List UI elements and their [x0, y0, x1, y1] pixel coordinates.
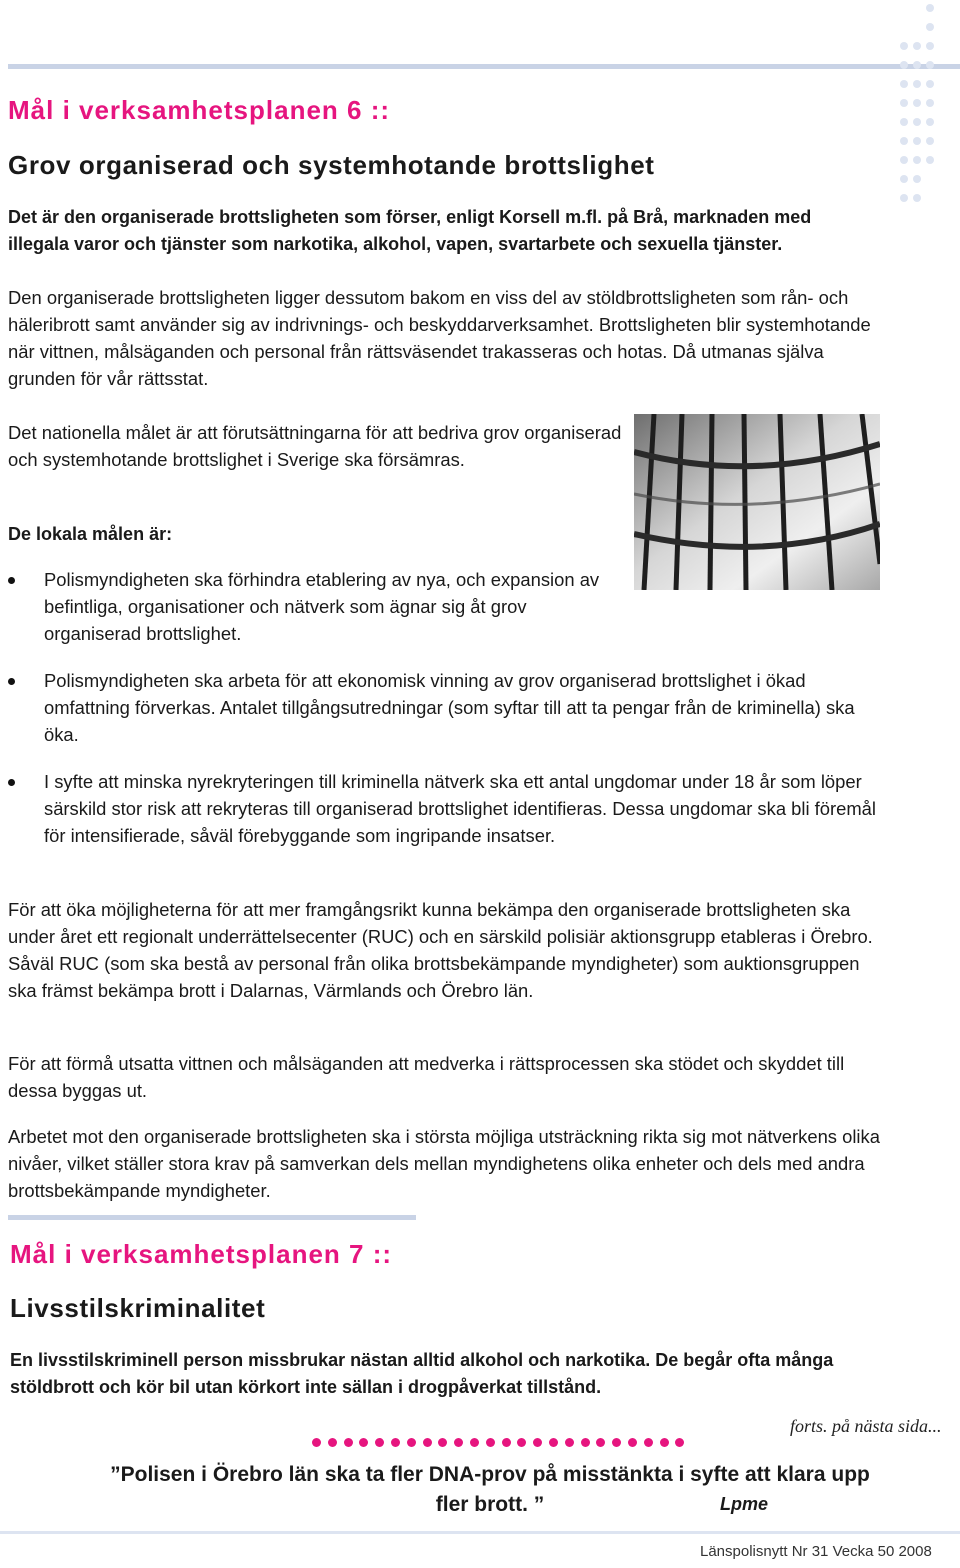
dot-icon	[900, 61, 908, 69]
paragraph-5: Arbetet mot den organiserade brottsligheten ska i största möjliga utsträckning rikta sig mot nätverkens olika nivåer, vilket ställer stora krav på samverkan dels mellan myndighetens olika enheter och dels med andra brottsbekämpande myndigheter.	[8, 1126, 880, 1201]
section-divider	[8, 1215, 416, 1220]
paragraph-2: Det nationella målet är att förutsättningarna för att bedriva grov organiserad och systemhotande brottslighet i Sverige ska försämras.	[8, 422, 622, 470]
bullet-icon	[8, 577, 15, 584]
pink-dot-icon	[644, 1438, 653, 1447]
dot-icon	[913, 137, 921, 145]
pink-dot-icon	[470, 1438, 479, 1447]
dot-icon	[913, 175, 921, 183]
paragraph-4: För att förmå utsatta vittnen och målsäganden att medverka i rättsprocessen ska stödet och skyddet till dessa byggas ut.	[8, 1053, 845, 1101]
pink-dot-icon	[502, 1438, 511, 1447]
local-goals-list	[8, 566, 898, 849]
dot-icon	[926, 42, 934, 50]
footer-issue-info: Länspolisnytt Nr 31 Vecka 50 2008	[700, 1543, 932, 1560]
dot-icon	[926, 137, 934, 145]
bottom-rule	[0, 1531, 960, 1534]
intro-bold-7: En livsstilskriminell person missbrukar nästan alltid alkohol och narkotika. De begår ofta många stöldbrott och kör bil utan körkort inte sällan i drogpåverkat tillstånd.	[10, 1350, 834, 1397]
dot-icon	[900, 42, 908, 50]
decorative-dot-grid	[900, 4, 940, 214]
pull-quote: ”Polisen i Örebro län ska ta fler DNA-prov på misstänkta i syfte att klara upp fler brott. ”	[110, 1463, 870, 1516]
pink-dot-icon	[486, 1438, 495, 1447]
dot-icon	[900, 194, 908, 202]
pink-dot-icon	[517, 1438, 526, 1447]
intro-bold-6: Det är den organiserade brottsligheten som förser, enligt Korsell m.fl. på Brå, marknaden med illegala varor och tjänster som narkotika, alkohol, vapen, svartarbete och sexuella tjänster.	[8, 207, 812, 254]
fence-illustration	[634, 414, 880, 590]
pink-dot-icon	[454, 1438, 463, 1447]
dot-icon	[913, 194, 921, 202]
paragraph-1: Den organiserade brottsligheten ligger dessutom bakom en viss del av stöldbrottsligheten som rån- och häleribrott samt använder sig av indrivnings- och beskyddarverksamhet. Brottsligheten blir systemhotande när vittnen, målsäganden och personal från rättsväsendet trakasseras och hotas. Då utmanas själva grunden för vår rättsstat.	[8, 287, 871, 389]
pink-dot-icon	[628, 1438, 637, 1447]
dot-icon	[926, 4, 934, 12]
list-item-text: Polismyndigheten ska arbeta för att ekonomisk vinning av grov organiserad brottslighet i ökad omfattning förverkas. Antalet tillgångsutredningar (som syftar till att ta pengar från de kriminella) ska öka.	[44, 670, 855, 745]
pink-dot-icon	[344, 1438, 353, 1447]
pink-dot-icon	[660, 1438, 669, 1447]
bullet-icon	[8, 779, 15, 786]
dot-icon	[900, 99, 908, 107]
pink-dot-icon	[391, 1438, 400, 1447]
pink-dot-icon	[423, 1438, 432, 1447]
pink-dot-icon	[533, 1438, 542, 1447]
list-item	[8, 566, 604, 647]
pink-dot-icon	[328, 1438, 337, 1447]
top-rule	[8, 64, 960, 69]
dot-icon	[900, 137, 908, 145]
pink-dot-icon	[359, 1438, 368, 1447]
dot-icon	[926, 99, 934, 107]
local-goals-heading: De lokala målen är:	[8, 524, 173, 544]
pink-dot-icon	[549, 1438, 558, 1447]
goal-heading-7: Mål i verksamhetsplanen 7 ::	[10, 1239, 393, 1269]
dot-icon	[926, 61, 934, 69]
pink-dot-icon	[407, 1438, 416, 1447]
list-item-text: Polismyndigheten ska förhindra etablering av nya, och expansion av befintliga, organisationer och nätverk som ägnar sig åt grov organiserad brottslighet.	[44, 569, 600, 644]
fence-photo	[634, 414, 880, 590]
dot-icon	[913, 61, 921, 69]
bullet-icon	[8, 678, 15, 685]
dot-icon	[913, 156, 921, 164]
list-item	[8, 667, 894, 748]
dot-icon	[900, 118, 908, 126]
dot-icon	[900, 80, 908, 88]
dot-icon	[926, 23, 934, 31]
dot-icon	[926, 118, 934, 126]
dot-icon	[913, 80, 921, 88]
dot-icon	[900, 175, 908, 183]
list-item-text: I syfte att minska nyrekryteringen till kriminella nätverk ska ett antal ungdomar under 18 år som löper särskild stor risk att rekryteras till organiserad brottslighet identifieras. Dessa ungdomar ska bli föremål för intensifierade, såväl förebyggande som ingripande insatser.	[44, 771, 876, 846]
dot-icon	[926, 156, 934, 164]
paragraph-3: För att öka möjligheterna för att mer framgångsrikt kunna bekämpa den organiserade brottsligheten ska under året ett regionalt underrättelsecenter (RUC) och en särskild polisiär aktionsgrupp etableras i Örebro. Såväl RUC (som ska bestå av personal från olika brottsbekämpande myndigheter) som auktionsgruppen ska främst bekämpa brott i Dalarnas, Värmlands och Örebro län.	[8, 899, 873, 1001]
dot-icon	[913, 99, 921, 107]
section-title-6: Grov organiserad och systemhotande brottslighet	[8, 150, 655, 180]
pink-dot-icon	[675, 1438, 684, 1447]
pink-dot-icon	[565, 1438, 574, 1447]
continued-note: forts. på nästa sida...	[790, 1416, 942, 1436]
pink-dot-icon	[312, 1438, 321, 1447]
pink-dot-icon	[612, 1438, 621, 1447]
dot-icon	[913, 42, 921, 50]
pink-dot-icon	[596, 1438, 605, 1447]
pink-dot-icon	[438, 1438, 447, 1447]
pink-dot-icon	[581, 1438, 590, 1447]
dot-icon	[900, 156, 908, 164]
goal-heading-6: Mål i verksamhetsplanen 6 ::	[8, 95, 391, 125]
dot-icon	[913, 118, 921, 126]
dot-icon	[926, 80, 934, 88]
pink-dot-icon	[375, 1438, 384, 1447]
section-title-7: Livsstilskriminalitet	[10, 1293, 266, 1323]
pink-dot-divider	[312, 1438, 692, 1450]
quote-attribution: Lpme	[720, 1494, 769, 1514]
list-item	[8, 768, 894, 849]
